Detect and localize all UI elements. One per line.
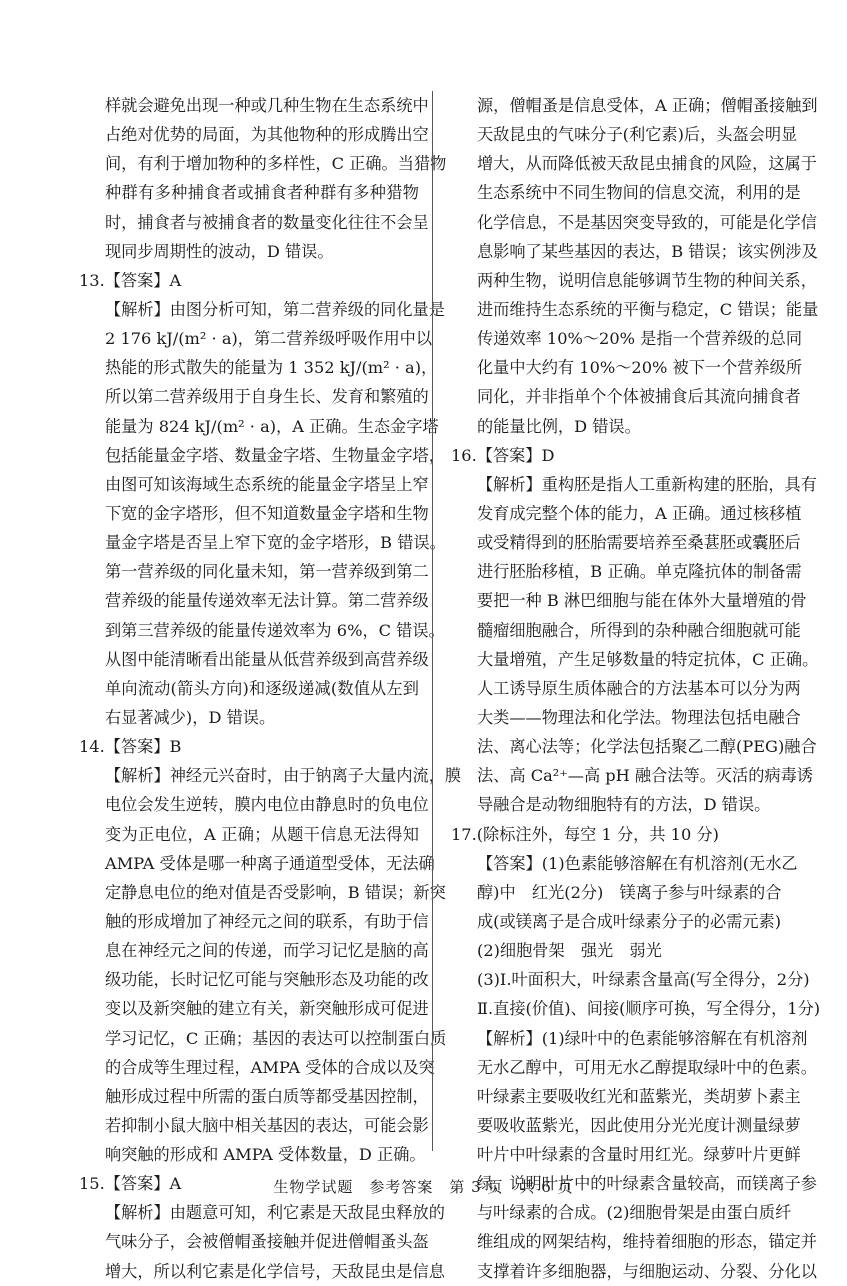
page-footer: 生物学试题 参考答案 第 3 页 共 6 页 [273,1178,574,1196]
text-line: 定静息电位的绝对值是否受影响，B 错误；新突 [105,882,446,902]
right-column [451,91,821,1286]
text-line: 【解析】(1)绿叶中的色素能够溶解在有机溶剂 [477,1028,808,1048]
text-line: 与叶绿素的合成。(2)细胞骨架是由蛋白质纤 [477,1203,792,1223]
text-line: 维组成的网架结构，维持着细胞的形态，锚定并 [477,1232,817,1252]
text-line: 能量为 824 kJ/(m² · a)，A 正确。生态金字塔 [105,416,439,436]
text-line: 到第三营养级的能量传递效率为 6%，C 错误。 [105,620,445,640]
text-line: 【解析】由图分析可知，第二营养级的同化量是 [105,299,445,319]
text-line: 触形成过程中所需的蛋白质等都受基因控制， [105,1086,429,1106]
text-line: 髓瘤细胞融合，所得到的杂种融合细胞就可能 [477,620,801,640]
text-line: 的合成等生理过程，AMPA 受体的合成以及突 [105,1057,435,1077]
text-line: 学习记忆，C 正确；基因的表达可以控制蛋白质 [105,1028,447,1048]
text-line: 13.【答案】A [79,270,182,290]
text-line: 天敌昆虫的气味分子(利它素)后，头盔会明显 [477,125,798,145]
text-line: 生态系统中不同生物间的信息交流，利用的是 [477,183,801,203]
text-line: (2)细胞骨架 强光 弱光 [477,941,662,961]
text-line: 响突触的形成和 AMPA 受体数量，D 正确。 [105,1145,426,1165]
text-line: 化量中大约有 10%～20% 被下一个营养级所 [477,358,803,378]
text-line: 右显著减少)，D 错误。 [105,707,276,727]
text-line: (3)Ⅰ.叶面积大，叶绿素含量高(写全得分，2分) [477,970,810,990]
text-line: 下宽的金字塔形，但不知道数量金字塔和生物 [105,503,429,523]
text-line: 发育成完整个体的能力，A 正确。通过核移植 [477,503,802,523]
text-line: 17.(除标注外，每空 1 分，共 10 分) [451,824,719,844]
text-line: 化学信息，不是基因突变导致的，可能是化学信 [477,212,817,232]
text-line: 时，捕食者与被捕食者的数量变化往往不会呈 [105,212,429,232]
text-line: 两种生物，说明信息能够调节生物的种间关系， [477,270,817,290]
text-line: 第一营养级的同化量未知，第一营养级到第二 [105,562,429,582]
text-line: 进而维持生态系统的平衡与稳定，C 错误；能量 [477,299,819,319]
text-line: Ⅱ.直接(价值)、间接(顺序可换，写全得分，1分) [477,999,821,1019]
text-line: 样就会避免出现一种或几种生物在生态系统中 [105,96,429,115]
text-line: AMPA 受体是哪一种离子通道型受体，无法确 [105,853,435,873]
text-line: 要把一种 B 淋巴细胞与能在体外大量增殖的骨 [477,591,807,611]
text-line: 现同步周期性的波动，D 错误。 [105,241,334,261]
text-line: 【答案】(1)色素能够溶解在有机溶剂(无水乙 [477,853,798,873]
text-line: 同化，并非指单个个体被捕食后其流向捕食者 [477,387,801,407]
text-line: 大类——物理法和化学法。物理法包括电融合 [477,707,801,727]
text-line: 种群有多种捕食者或捕食者种群有多种猎物 [105,183,419,203]
text-line: 从图中能清晰看出能量从低营养级到高营养级 [105,649,429,669]
text-line: 成(或镁离子是合成叶绿素分子的必需元素) [477,911,782,931]
text-line: 由图可知该海域生态系统的能量金字塔呈上窄 [105,474,429,494]
text-line: 法、离心法等；化学法包括聚乙二醇(PEG)融合 [477,737,817,757]
text-line: 要吸收蓝紫光，因此使用分光光度计测量绿萝 [477,1115,801,1135]
text-line: 的能量比例，D 错误。 [477,416,641,436]
text-line: 间，有利于增加物种的多样性，C 正确。当猎物 [105,154,447,174]
text-line: 量金字塔是否呈上窄下宽的金字塔形，B 错误。 [105,533,446,553]
text-line: 增大，所以利它素是化学信号，天敌昆虫是信息 [105,1261,445,1281]
text-line: 叶片中叶绿素的含量时用红光。绿萝叶片更鲜 [477,1145,801,1165]
text-line: 触的形成增加了神经元之间的联系，有助于信 [105,911,429,931]
text-line: 【解析】神经元兴奋时，由于钠离子大量内流，膜 [105,766,462,786]
text-line: 所以第二营养级用于自身生长、发育和繁殖的 [105,387,429,407]
text-line: 若抑制小鼠大脑中相关基因的表达，可能会影 [105,1115,429,1135]
text-line: 绿，说明叶片中的叶绿素含量较高，而镁离子参 [477,1174,817,1194]
text-line: 源，僧帽蚤是信息受体，A 正确；僧帽蚤接触到 [477,96,818,115]
text-line: 进行胚胎移植，B 正确。单克隆抗体的制备需 [477,562,802,582]
text-line: 无水乙醇中，可用无水乙醇提取绿叶中的色素。 [477,1057,817,1077]
text-line: 支撑着许多细胞器，与细胞运动、分裂、分化以 [477,1261,817,1281]
text-line: 增大，从而降低被天敌昆虫捕食的风险，这属于 [477,154,817,174]
text-line: 人工诱导原生质体融合的方法基本可以分为两 [477,678,801,698]
text-line: 2 176 kJ/(m² · a)，第二营养级呼吸作用中以 [105,329,433,349]
column-divider [432,91,433,1151]
text-line: 【解析】重构胚是指人工重新构建的胚胎，具有 [477,474,817,494]
text-line: 级功能，长时记忆可能与突触形态及功能的改 [105,970,429,990]
text-line: 或受精得到的胚胎需要培养至桑葚胚或囊胚后 [477,533,801,553]
text-line: 电位会发生逆转，膜内电位由静息时的负电位 [105,795,429,815]
text-line: 15.【答案】A [79,1174,182,1194]
text-line: 法、高 Ca²⁺—高 pH 融合法等。灭活的病毒诱 [477,766,813,786]
text-line: 息在神经元之间的传递，而学习记忆是脑的高 [105,941,429,961]
text-line: 传递效率 10%～20% 是指一个营养级的总同 [477,329,803,349]
text-line: 包括能量金字塔、数量金字塔、生物量金字塔， [105,445,445,465]
text-line: 导融合是动物细胞特有的方法，D 错误。 [477,795,771,815]
text-line: 【解析】由题意可知，利它素是天敌昆虫释放的 [105,1203,445,1223]
text-line: 息影响了某些基因的表达，B 错误；该实例涉及 [477,241,818,261]
text-line: 醇)中 红光(2分) 镁离子参与叶绿素的合 [477,882,782,902]
text-line: 热能的形式散失的能量为 1 352 kJ/(m² · a)， [105,358,438,378]
text-line: 变以及新突触的建立有关，新突触形成可促进 [105,999,429,1019]
text-line: 变为正电位，A 正确；从题干信息无法得知 [105,824,419,844]
text-line: 14.【答案】B [79,737,182,757]
text-line: 营养级的能量传递效率无法计算。第二营养级 [105,591,429,611]
text-line: 占绝对优势的局面，为其他物种的形成腾出空 [105,125,429,145]
text-line: 单向流动(箭头方向)和逐级递减(数值从左到 [105,678,419,698]
text-line: 叶绿素主要吸收红光和蓝紫光，类胡萝卜素主 [477,1086,801,1106]
text-line: 大量增殖，产生足够数量的特定抗体，C 正确。 [477,649,819,669]
text-line: 16.【答案】D [451,445,555,465]
text-line: 气味分子，会被僧帽蚤接触并促进僧帽蚤头盔 [105,1232,429,1252]
